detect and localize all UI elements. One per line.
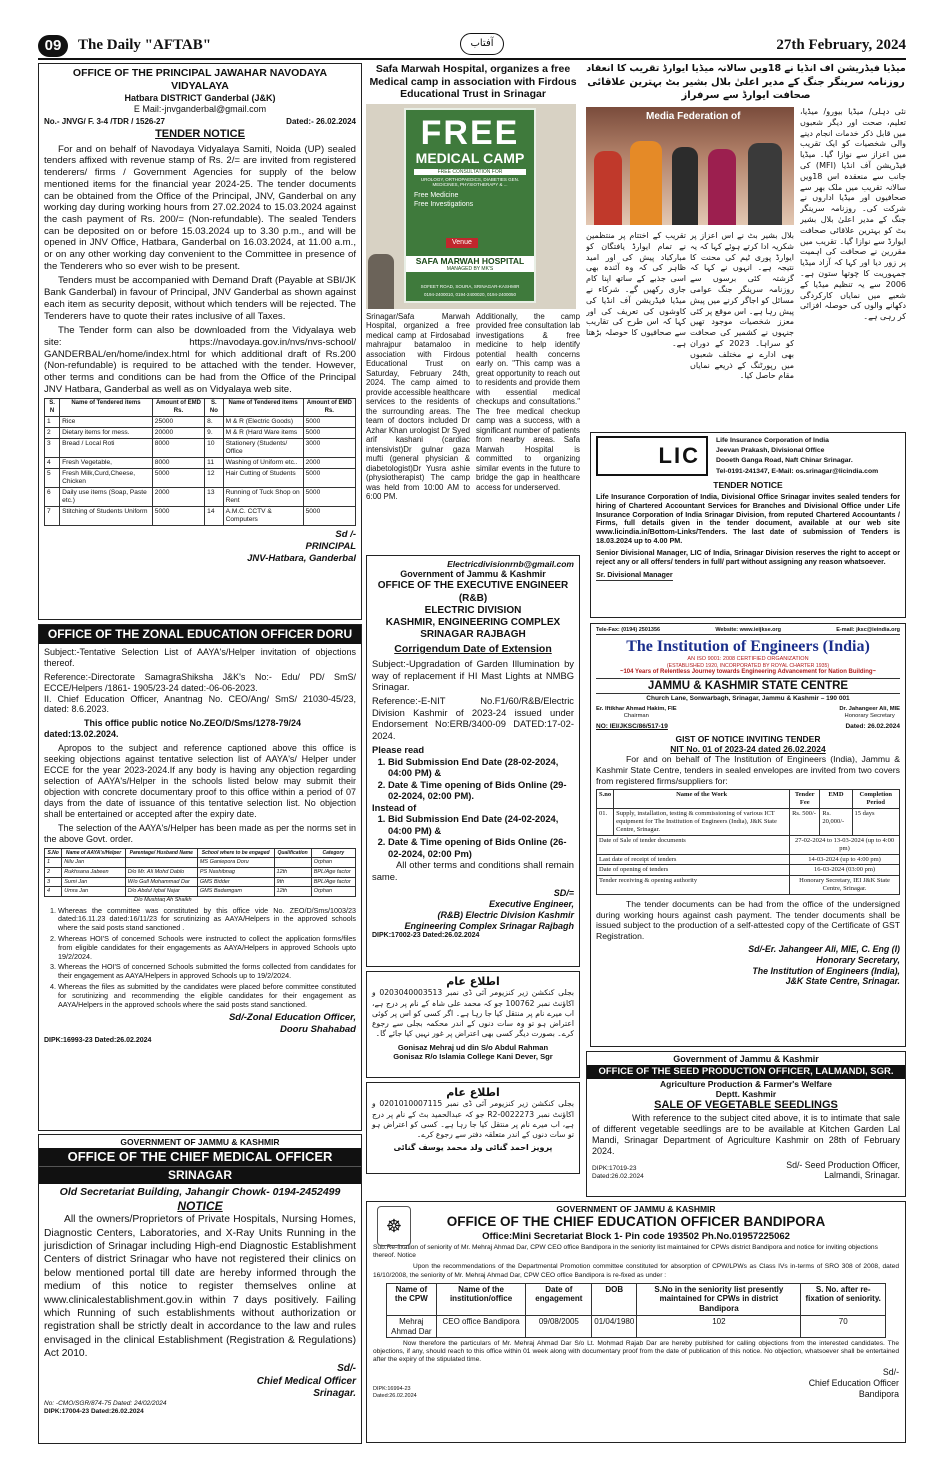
ie-no: NO: IEI/JKSC/86/517-19	[596, 722, 668, 730]
ee-title-2: ELECTRIC DIVISION	[424, 604, 522, 616]
table-row	[45, 877, 356, 887]
cmo-gov: GOVERNMENT OF JAMMU & KASHMIR	[120, 1137, 280, 1147]
ie-chair-name: Er. Iftikhar Ahmad Hakim, FIE	[596, 705, 677, 712]
ie-sec-name: Dr. Jahangeer Ali, MIE	[839, 705, 900, 712]
ceo-body: Now therefore the particulars of Mr. Mehraj Ahmad Dar S/o Lt. Mohmad Rajab Dar are hereby published for calling objections from the interested candidates. The objections, if any, should reach to this office within 01 week along with documentary proof from the date of publication of this notice. No objection, whatsoever shall be entertained after the expiry of the stipulated time.	[373, 1340, 899, 1364]
table-row	[45, 469, 356, 488]
table-row	[387, 1315, 886, 1338]
ie-sign-3: The Institution of Engineers (India),	[752, 965, 900, 976]
ie-web: Website: www.ieijkse.org	[715, 627, 782, 633]
ie-dated: Dated: 26.02.2024	[845, 722, 900, 730]
table-cell: W/o Gull Mohammad Dar	[125, 877, 197, 887]
ie-centre: JAMMU & KASHMIR STATE CENTRE	[596, 678, 900, 694]
ie-tel: Tele-Fax: (0194) 2501356	[596, 627, 661, 633]
cmo-sign-1: Sd/-	[337, 1363, 356, 1375]
public-notice-urdu-1	[366, 971, 580, 1078]
table-header-cell: S.No in the seniority list presently maintained for CPWs in district Bandipora	[637, 1283, 801, 1315]
jnv-para1: For and on behalf of Navodaya Vidyalaya Samiti, Noida (UP) sealed tenders affixed with revenue stamp of Rs. 2/= are invited from registered tenderers/ firms / Government Agencies for supply of the below mentioned items for the financial year 2024-25. The tender documents can be obtained from the Office of the Principal, JNV, Ganderbal on any working day during working hours from 27.02.2024 to 15.03.2024 against the cash payment of Rs. 200/= (Non-refundable). The sealed Tenders can be deposited on or before 15.03.2024 up to 3.30 p.m., and will be opened in JNV Office, Hatbara, Ganderbal on 16.03.2024, at 11.00 a.m., or on any other working day convenient to the Committee in presence of the Tenderers who so ever wish to be present.	[44, 143, 356, 272]
table-cell: 9.	[205, 428, 223, 439]
ee-gov: Government of Jammu & Kashmir	[400, 569, 546, 580]
table-cell: Stitching of Students Uniform	[60, 507, 153, 526]
camp-banner-item-2: Free Investigations	[414, 201, 474, 209]
ittila2-sign: پرویز احمد گنائی ولد محمد یوسف گنائی	[393, 1143, 553, 1153]
table-header-cell: S. No	[205, 399, 223, 417]
ee-sign-2: Executive Engineer,	[488, 898, 574, 909]
table-header-cell: S.No	[45, 849, 62, 858]
table-cell: Rice	[60, 417, 153, 428]
table-cell: 20000	[152, 428, 204, 439]
table-cell: 01/04/1980	[592, 1315, 637, 1338]
ee-dipk: DIPK:17002-23 Dated:26.02.2024	[372, 931, 480, 939]
ie-intro: For and on behalf of The Institution of Engineers (India), Jammu & Kashmir State Centre, tenders in sealed envelopes are invited from two covers from registered firms/suppliers for:	[596, 754, 900, 786]
zeo-points-list	[58, 907, 356, 1010]
table-row	[45, 439, 356, 458]
table-cell: 102	[637, 1315, 801, 1338]
page-header	[38, 33, 906, 60]
cmo-body: All the owners/Proprietors of Private Hospitals, Nursing Homes, Diagnostic Centers, Laboratories, and X-Ray Units Running in the jurisdiction of Srinagar including High-end Diagnostic Establishment Centers of district Srinagar who have not registered their clinics on below mentioned portal till date are hereby informed through the medium of this notice to register themselves online at www.clinicalestablishment.gov.in within 7 days positively. Failing which Running of such establishments without authorization or registration shall be strictly dealt in accordance to the law and rules envisaged in the clinical Establishment (Registration & Regulations) Act 2010.	[44, 1214, 356, 1360]
table-cell: D/o Abdul Iqbal Najar	[125, 887, 197, 897]
lic-org: Life Insurance Corporation of India	[716, 437, 829, 444]
zeo-title: OFFICE OF THE ZONAL EDUCATION OFFICER DORU	[39, 625, 361, 644]
lic-body: Life Insurance Corporation of India, Divisional Office Srinagar invites sealed tenders for hiring of Chartered Accountant Services for Branches and Divisional Office under Life Insurance Corporation of India Srinagar Division, from reputed Chartered Accountants / Firms, full details given in the tender document, available at our web site www.licindia.in/Bottom-Links/Tenders. The last date of submission of Tenders is 18.03.2024 up to 4.00 PM.	[596, 492, 900, 546]
ee-heading: Corrigendum Date of Extension	[394, 643, 552, 656]
ie-heading-2: NIT No. 01 of 2023-24 dated 26.02.2024	[670, 743, 826, 754]
table-cell: Fresh Milk,Curd,Cheese, Chicken	[60, 469, 153, 488]
jnv-ref-date: Dated:- 26.02.2024	[286, 116, 356, 126]
urdu-media-award-article	[586, 63, 906, 428]
ie-tender-notice	[590, 623, 906, 1047]
table-cell: Nilu Jan	[62, 858, 126, 868]
table-cell: GMS Bidder	[197, 877, 274, 887]
table-cell: 2	[45, 428, 60, 439]
zeo-footnote-row: D/o Mushtaq Ah Shaikh	[134, 897, 192, 903]
table-cell: 12	[205, 469, 223, 488]
camp-banner-free: FREE	[420, 113, 520, 152]
ceo-title: OFFICE OF THE CHIEF EDUCATION OFFICER BANDIPORA	[446, 1214, 826, 1230]
ittila2-heading: اطلاع عام	[446, 1086, 500, 1099]
cmo-address: Old Secretariat Building, Jahangir Chowk- 0194-2452499	[59, 1185, 341, 1198]
zeo-sign-2: Dooru Shahabad	[279, 1023, 356, 1035]
camp-person-figure	[368, 254, 394, 309]
zeo-selection-table	[44, 848, 356, 897]
ee-please-item-1: 1. Bid Submission End Date (28-02-2024, 04:00 PM) &	[388, 756, 574, 779]
table-header-cell: Name of Tendered items	[223, 399, 303, 417]
table-header-cell: S. No. after re-fixation of seniority.	[801, 1283, 886, 1315]
table-cell: 70	[801, 1315, 886, 1338]
table-cell: Rukhsana Jabeen	[62, 867, 126, 877]
jnv-sign-1: Sd /-	[335, 529, 356, 541]
urdu-col-mid: بلال بشیر بٹ نے اس اعزاز پر شکریہ ادا کرتے ہوئے کہا کہ یہ ایوارڈ پوری ٹیم کی محنت کا نتیجہ ہے۔ انہوں نے کہا کہ گزشتہ کئی برسوں سے روزنامہ سرینگر جنگ عوامی مسائل کو اجاگر کرنے میں پیش پیش رہا ہے۔ اس موقع پر کئی معزز شخصیات موجود تھیں جنہوں نے کشمیر کی صحافت کو سراہا۔ 2023 کے دوران بھی ادارے نے مختلف شعبوں میں رپورٹنگ کے ذریعے نمایاں مقام حاصل کیا۔	[690, 231, 794, 381]
lic-tender-notice	[590, 432, 906, 618]
table-cell: 5000	[303, 428, 355, 439]
table-row	[597, 835, 900, 854]
table-cell: A.M.C. CCTV & Computers	[223, 507, 303, 526]
table-header-cell: Qualification	[274, 849, 311, 858]
cmo-title-2: SRINAGAR	[39, 1166, 361, 1184]
jnv-heading: TENDER NOTICE	[155, 128, 245, 141]
table-cell: 16-03-2024 (03:00 pm)	[790, 865, 900, 876]
ie-title: The Institution of Engineers (India)	[626, 637, 870, 655]
table-cell: Fresh Vegetable,	[60, 458, 153, 469]
ie-body: The tender documents can be had from the office of the undersigned during working hours against cash payment. The tender documents shall be issued subject to the production of a self-attested copy of the Certificate of GST Registration.	[596, 899, 900, 941]
urdu-headline-2: روزنامہ سرینگر جنگ کے مدیر اعلیٰ بلال بشیر بٹ بہترین علاقائی صحافت ایوارڈ سے سرفراز	[587, 76, 905, 102]
urdu-headline-1: میڈیا فیڈریشن آف انڈیا نے 18ویں سالانہ میڈیا ایوارڈ تقریب کا انعقاد	[586, 63, 906, 74]
table-cell: GMS Badamgam	[197, 887, 274, 897]
lic-addr: Dooeth Ganga Road, Naft Chinar Srinagar.	[716, 457, 853, 465]
table-cell: Last date of receipt of tenders	[597, 854, 790, 865]
table-cell: M & R (Hard Ware items	[223, 428, 303, 439]
cmo-ref: No: -CMO/SGR/874-75 Dated: 24/02/2024	[44, 1399, 167, 1407]
camp-banner-hosp: SAFA MARWAH HOSPITAL	[415, 255, 525, 266]
cmo-heading: NOTICE	[177, 1198, 223, 1213]
table-cell: 1	[45, 858, 62, 868]
table-header-cell: Completion Period	[852, 790, 900, 809]
jnv-tender-notice	[38, 63, 362, 620]
list-item: 2. Whereas HOI'S of concerned Schools were instructed to collect the application forms/files from eligible candidates for their engagements as AAYA/Helpers in approved Schools upto 19/2/2024.	[58, 935, 356, 961]
table-header-cell: Date of engagement	[526, 1283, 592, 1315]
table-row	[45, 488, 356, 507]
camp-col-2: Additionally, the camp provided free consultation lab investigations & free medicine to help identify potential health concerns early on. "This camp was a great opportunity to reach out to residents and provide them with essential medical checkups and consultations." The free medical checkup camp was a success, with a significant number of patients from nearby areas. Safa Marwah Hospital is committed to organizing similar events in the future to bridge the gap in healthcare access for underserved.	[476, 311, 580, 492]
cmo-title-1: OFFICE OF THE CHIEF MEDICAL OFFICER	[39, 1148, 361, 1166]
table-cell: 2000	[303, 458, 355, 469]
table-header-cell: EMD	[820, 790, 852, 809]
table-header-cell: Name of the Work	[614, 790, 790, 809]
award-person-5	[748, 143, 782, 225]
lic-office: Jeevan Prakash, Divisional Office	[716, 447, 825, 455]
ee-instead-of: Instead of	[372, 801, 417, 813]
table-cell	[125, 858, 197, 868]
urdu-col-left: تقریب کے اختتام پر منتظمین نے تمام ایوارڈ یافتگان کو مبارکباد پیش کی اور امید ظاہر کی کہ وہ آئندہ بھی اسی جذبے کے ساتھ اپنا کام جاری رکھیں گے۔ شرکاء نے میڈیا فیڈریشن آف انڈیا کی کاوشوں کی تعریف کی اور کہا کہ اس طرح کی تقاریب سے صحافیوں کا حوصلہ بڑھتا ہے۔	[586, 231, 686, 348]
seed-sign-1: Sd/- Seed Production Officer,	[786, 1159, 900, 1170]
seed-sign-2: Lalmandi, Srinagar.	[824, 1170, 900, 1181]
ee-please-read: Please read	[372, 744, 425, 756]
ee-instead-list	[388, 813, 574, 859]
zeo-doru-notice	[38, 624, 362, 1131]
ceo-sign-1: Sd/-	[882, 1367, 899, 1378]
table-cell: 14-03-2024 (up to 4:00 pm)	[790, 854, 900, 865]
seed-gov: Government of Jammu & Kashmir	[673, 1054, 819, 1064]
table-header-cell: S.no	[597, 790, 614, 809]
zeo-dipk: DIPK:16993-23 Dated:26.02.2024	[44, 1037, 152, 1045]
lic-body-2: Senior Divisional Manager, LIC of India, Srinagar Division reserves the right to accept or reject any or all offers/ tenders in full/ part without assigning any reason whatsoever.	[596, 547, 900, 566]
table-cell: PS Nashibnag	[197, 867, 274, 877]
list-item: 4. Whereas the files as submitted by the candidates were placed before committee constituted for scrutinizing and recommending the eligible candidates for their engagement as AAYA/Helpers in the approved schools where the said posts stand sanctioned.	[58, 983, 356, 1009]
ittila1-body: بجلی کنکشن زیر کنزیومر آئی ڈی نمبر 0203040003513 و اکاؤنٹ نمبر 100762 جو کہ محمد علی شاہ کے نام پر درج ہے، اب میرے نام پر منتقل کیا جا رہا ہے۔ اگر کسی کو اس پر کوئی اعتراض ہو تو وہ سات دنوں کے اندر محکمہ بجلی سے رجوع کرے۔ بصورت دیگر کسی بھی اعتراض پر غور نہیں کیا جائے گا۔	[372, 988, 574, 1039]
table-row	[45, 507, 356, 526]
ee-please-list	[388, 756, 574, 802]
table-header-cell: Parentage/ Husband Name	[125, 849, 197, 858]
table-header-cell: DOB	[592, 1283, 637, 1315]
table-cell: 12th	[274, 867, 311, 877]
table-cell: 5000	[303, 469, 355, 488]
table-row	[45, 428, 356, 439]
seed-dept-2: Deptt. Kashmir	[715, 1088, 777, 1099]
camp-news-article	[366, 63, 580, 551]
ee-email: Electricdivisionrnb@gmail.com	[447, 559, 574, 569]
ee-sign-4: Engineering Complex Srinagar Rajbagh	[404, 920, 574, 931]
table-cell: CEO office Bandipora	[436, 1315, 526, 1338]
table-header-cell: Category	[311, 849, 355, 858]
table-cell: Orphan	[311, 858, 355, 868]
table-cell: 13	[205, 488, 223, 507]
ie-work-table	[596, 789, 900, 895]
table-cell: Umra Jan	[62, 887, 126, 897]
zeo-reference-2: II. Chief Education Officer, Anantnag No. CEO/Ang/ SmS/ 21030-45/23, dated: 8.6.2023.	[44, 693, 356, 715]
table-cell: 5	[45, 469, 60, 488]
table-cell: Orphan	[311, 887, 355, 897]
camp-photo	[366, 104, 576, 309]
lic-sign: Sr. Divisional Manager	[596, 570, 673, 580]
table-row	[597, 808, 900, 835]
jnv-items-table	[44, 398, 356, 526]
table-cell: 27-02-2024 to 13-03-2024 (up to 4:00 pm)	[790, 835, 900, 854]
table-cell: Date of opening of tenders	[597, 865, 790, 876]
ee-title-3: KASHMIR, ENGINEERING COMPLEX	[385, 616, 561, 628]
paper-name: The Daily "AFTAB"	[78, 37, 212, 53]
ceo-bandipora-notice	[366, 1201, 906, 1443]
table-header-cell: Name of AAYA's/Helper	[62, 849, 126, 858]
ie-addr: Church Lane, Sonwarbagh, Srinagar, Jammu & Kashmir – 190 001	[646, 694, 850, 702]
zeo-reference: Reference:-Directorate SamagraShiksha J&K's No:- Edu/ PD/ SmS/ ECCE/Helpers /1861- 1905/23-24 dated:-06-06-2023.	[44, 671, 356, 693]
list-item: 1. Whereas the committee was constituted by this office vide No. ZEO/D/Sms/1003/23 dated:16.11.23 dated:16/11/23 for scrutinizing as AAYA/Helpers in the approved schools where the said posts stand sanctioned .	[58, 907, 356, 933]
page-number: 09	[38, 35, 68, 57]
table-cell: 5000	[152, 507, 204, 526]
ie-years: ~104 Years of Relentless Journey towards Engineering Advancement for Nation Building~	[619, 669, 877, 676]
ceo-gov: GOVERNMENT OF JAMMU & KASHMIR	[556, 1204, 716, 1214]
table-cell: Dietary items for mess.	[60, 428, 153, 439]
table-cell: 9th	[274, 877, 311, 887]
table-cell: 4	[45, 458, 60, 469]
cmo-dipk: DIPK:17004-23 Dated:26.02.2024	[44, 1407, 144, 1415]
table-header-cell: Amount of EMD Rs.	[152, 399, 204, 417]
ee-other-terms: All other terms and conditions shall remain same.	[372, 859, 574, 882]
table-row	[597, 854, 900, 865]
jnv-title: OFFICE OF THE PRINCIPAL JAWAHAR NAVODAYA VIDYALAYA	[72, 67, 328, 92]
ie-iso: AN ISO 9001: 2008 CERTIFIED ORGANIZATION	[687, 656, 809, 663]
camp-banner-addr: SOFEET ROAD, SOURA, SRINAGAR-KASHMIR	[420, 283, 520, 289]
camp-banner-phone: 0194-2400010, 0194-2400020, 0194-2400050	[423, 291, 517, 297]
zeo-sign-1: Sd/-Zonal Education Officer,	[228, 1012, 356, 1024]
ittila2-body: بجلی کنکشن زیر کنزیومر آئی ڈی نمبر 0201010007115 و اکاؤنٹ نمبر 0022273-R2 جو کہ عبدالحمید بٹ کے نام پر درج ہے، اب میرے نام پر منتقل کیا جا رہا ہے۔ کسی کو اعتراض ہو تو سات دنوں کے اندر متعلقہ دفتر سے رجوع کرے۔	[372, 1099, 575, 1140]
table-header-cell: Tender Fee	[790, 790, 820, 809]
zeo-subject: Subject:-Tentative Selection List of AAYA's/Helper invitation of objections thereof.	[44, 646, 356, 668]
table-cell: 5000	[303, 417, 355, 428]
ceo-dipk: DIPK:16994-23 Dated:26.02.2024	[373, 1386, 417, 1399]
list-item: 3. Whereas the HOI'S of concerned Schools submitted the forms collected from candidates for their engagement as AAYA/Helpers in approved Schools up to 19/2/2024.	[58, 963, 356, 981]
seed-heading: SALE OF VEGETABLE SEEDLINGS	[654, 1099, 838, 1112]
ceo-sign-3: Bandipora	[858, 1388, 899, 1399]
jnv-para2: Tenders must be accompanied with Demand Draft (Payable at SBI/JK Bank Ganderbal) in favour of Principal, JNV Ganderbal as shown against each item as security deposit, without which tenders will be rejected. The Tenderers have to quote their rates inclusive of all Taxes.	[44, 275, 356, 322]
camp-headline: Safa Marwah Hospital, organizes a free Medical camp in association with Firdous Educational Trust in Srinagar	[369, 63, 577, 101]
jnv-email: E Mail:-jnvganderbal@gmail.com	[133, 103, 267, 114]
table-header-cell: S. N	[45, 399, 60, 417]
ittila1-heading: اطلاع عام	[446, 975, 500, 988]
issue-date: 27th February, 2024	[776, 37, 906, 53]
seed-dept-1: Agriculture Production & Farmer's Welfare	[660, 1078, 832, 1089]
ie-mail: E-mail: jksc@ieindia.org	[836, 627, 900, 633]
table-cell: 01.	[597, 808, 614, 835]
camp-banner-camp: MEDICAL CAMP	[415, 149, 525, 166]
table-cell: M & R (Electric Goods)	[223, 417, 303, 428]
ee-reference: Reference:-E-NIT No.F1/60/R&B/Electric Division Kashmir of 2023-24 issued under Endorsement No:ERB/3400-09 DATED:17-02-2024.	[372, 695, 574, 741]
ie-sign-2: Honorary Secretary,	[816, 954, 900, 965]
emblem-icon: ☸	[377, 1206, 411, 1246]
table-cell: Date of Sale of tender documents	[597, 835, 790, 854]
ee-subject: Subject:-Upgradation of Garden Illumination by way of replacement if HI Mast Lights at NMBG Srinagar.	[372, 658, 574, 692]
ie-sign-1: Sd/-Er. Jahangeer Ali, MIE, C. Eng (I)	[748, 944, 900, 955]
seed-body: With reference to the subject cited above, it is to intimate that sale of different vegetable seedlings are to be available at Kitchen Garden Lal Mandi, Srinagar Department of Agriculture Kashmir on 28th of February 2024.	[592, 1112, 900, 1156]
table-cell: BPL/Age factor	[311, 877, 355, 887]
table-cell: 14	[205, 507, 223, 526]
table-cell: 7	[45, 507, 60, 526]
camp-banner-item-1: Free Medicine	[414, 191, 459, 199]
table-cell: Daily use items (Soap, Paste etc.)	[60, 488, 153, 507]
table-cell: 5000	[303, 488, 355, 507]
ceo-seniority-table	[386, 1283, 886, 1339]
zeo-notice-no: This office public notice No.ZEO/D/Sms/1278-79/24 dated:13.02.2024.	[44, 718, 302, 740]
table-cell: Stationery (Students/ Office	[223, 439, 303, 458]
ie-sign-4: J&K State Centre, Srinagar.	[785, 976, 900, 987]
ee-instead-item-2: 2. Date & Time opening of Bids Online (26-02-2024, 02:00 Pm)	[388, 836, 574, 859]
camp-col-1: Srinagar/Safa Marwah Hospital, organized a free medical camp at Firdosabad mahrajpur batamaloo in association with Firdous Educational Trust on Saturday, February 24th, 2024. The camp aimed to provide accessible healthcare services to the residents of the surrounding areas. The team of doctors included Dr Azhar Khan urologist Dr Syed arif kashani (cardiac intensivist)Dr gulnar gaza mufti (general physician & diabetologist)Dr Yusra ashie (physiotherapist) The camp was held from 10:00 AM to 6:00 PM.	[366, 311, 470, 501]
table-cell: 5000	[152, 469, 204, 488]
ie-chair-role: Chairman	[623, 712, 649, 719]
table-cell: 15 days	[852, 808, 900, 835]
ceo-office: Office:Mini Secretariat Block 1- Pin code 193502 Ph.No.01957225062	[482, 1230, 790, 1242]
ceo-para: Upon the recommendations of the Departmental Promotion committee constituted for absorption of CPW/LPWs as Class IVs in-terms of SRO 308 of 2008, dated 16/10/2008, the seniority of Mr. Mehraj Ahmad Dar, CPW CEO office Bandipora is re-fixed as under :	[373, 1263, 899, 1279]
public-notice-urdu-2	[366, 1082, 580, 1174]
award-photo-caption: Media Federation of	[646, 111, 741, 122]
table-row	[45, 858, 356, 868]
table-header-cell: Name of the CPW	[387, 1283, 437, 1315]
ee-instead-item-1: 1. Bid Submission End Date (24-02-2024, 04:00 PM) &	[388, 813, 574, 836]
table-cell: D/o Mr. Ali Mohd Dablo	[125, 867, 197, 877]
table-cell: 12th	[274, 887, 311, 897]
table-cell: 2	[45, 867, 62, 877]
table-cell: Supply, installation, testing & commissioning of various ICT equipment for The Institution of Engineers (India), J&K State Centre, Srinagar.	[614, 808, 790, 835]
table-cell: Running of Tuck Shop on Rent	[223, 488, 303, 507]
table-cell: Hair Cutting of Students	[223, 469, 303, 488]
cmo-sign-3: Srinagar.	[313, 1387, 356, 1399]
seed-dipk: DIPK:17019-23 Dated:26.02.2024	[592, 1165, 644, 1181]
camp-banner-sub: FREE CONSULTATION FOR	[414, 169, 526, 175]
cmo-srinagar-notice	[38, 1134, 362, 1444]
table-cell: Mehraj Ahmad Dar	[387, 1315, 437, 1338]
table-cell: 1	[45, 417, 60, 428]
ceo-sign-2: Chief Education Officer	[808, 1378, 899, 1389]
table-cell: 5000	[303, 507, 355, 526]
table-header-cell: Name of the institution/office	[436, 1283, 526, 1315]
table-header-cell: Name of Tendered items	[60, 399, 153, 417]
table-cell: 09/08/2005	[526, 1315, 592, 1338]
table-row	[45, 417, 356, 428]
jnv-sign-3: JNV-Hatbara, Ganderbal	[247, 552, 356, 564]
camp-banner-venue: Venue	[446, 238, 478, 249]
zeo-para2: The selection of the AAYA's/Helper has been made as per the norms set in the above Govt. order.	[44, 823, 356, 845]
award-person-3	[672, 147, 698, 225]
table-cell: 10	[205, 439, 223, 458]
camp-banner-depts: UROLOGY, ORTHOPAEDICS, DIABETIES GEN. MEDICINES, PHYSIOTHERAPY & ...	[420, 176, 520, 188]
camp-banner	[404, 108, 536, 303]
table-cell: 25000	[152, 417, 204, 428]
cmo-sign-2: Chief Medical Officer	[256, 1375, 356, 1387]
ie-heading-1: GIST OF NOTICE INVITING TENDER	[675, 733, 821, 744]
table-cell: Washing of Uniform etc..	[223, 458, 303, 469]
table-cell: Bread / Local Roti	[60, 439, 153, 458]
seed-production-notice	[586, 1051, 906, 1197]
jnv-ref-no: No.- JNVG/ F. 3-4 /TDR / 1526-27	[44, 116, 165, 126]
zeo-para1: Apropos to the subject and reference captioned above this office is seeking objections against tentative selection list of AAYA's/ Helper under ECCE for the year 2023-2024.If any body is having any objection regarding selection of AAYA's/Helper in the schools listed below may submit their objection with concrete documentary proof to this office within a period of 07 days from the date of issuance of this tentative selection list. No objection shall be entertained or accepted after the expiry date.	[44, 743, 356, 820]
table-cell: 3000	[303, 439, 355, 458]
ittila1-sign-1: Gonisaz Mehraj ud din S/o Abdul Rahman	[397, 1042, 549, 1052]
table-cell	[274, 858, 311, 868]
table-header-cell: School where to be engaged	[197, 849, 274, 858]
lic-logo: LIC	[596, 436, 708, 476]
camp-banner-managed: MANAGED BY MK'S	[446, 266, 494, 273]
ceo-sub: Sub:Re-fixation of seniority of Mr. Mehraj Ahmad Dar, CPW CEO office Bandipora in the seniority list maintained for CPWs district Bandipora and notice for inviting objections thereof. Notice	[373, 1244, 878, 1260]
table-header-cell: Amount of EMD Rs.	[303, 399, 355, 417]
ee-corrigendum-notice	[366, 555, 580, 967]
table-cell: Rs. 20,000/-	[820, 808, 852, 835]
masthead-logo: آفتاب	[460, 33, 504, 55]
table-cell: 8.	[205, 417, 223, 428]
table-row	[45, 867, 356, 877]
table-row	[45, 887, 356, 897]
ee-title-1: OFFICE OF THE EXECUTIVE ENGINEER (R&B)	[377, 580, 569, 604]
table-row	[597, 876, 900, 895]
ie-sec-role: Honorary Secretary	[844, 712, 895, 719]
jnv-sign-2: PRINCIPAL	[305, 541, 356, 552]
lic-contact: Tel-0191-241347, E-Mail: os.srinagar@licindia.com	[716, 467, 879, 475]
table-cell: 4	[45, 887, 62, 897]
table-cell: 8000	[152, 439, 204, 458]
award-person-1	[594, 151, 622, 225]
jnv-subtitle: Hatbara DISTRICT Ganderbal (J&K)	[124, 92, 276, 103]
table-cell: 6	[45, 488, 60, 507]
table-cell: 3	[45, 877, 62, 887]
table-cell: 2000	[152, 488, 204, 507]
ee-sign-1: SD/=	[553, 887, 574, 898]
ittila1-sign-2: Gonisaz R/o Islamia College Kani Dever, Sgr	[393, 1051, 553, 1061]
ee-sign-3: (R&B) Electric Division Kashmir	[437, 909, 574, 920]
award-photo	[586, 107, 794, 225]
table-cell: 11	[205, 458, 223, 469]
table-row	[597, 865, 900, 876]
table-cell: 3	[45, 439, 60, 458]
urdu-col-right: نئی دہلی/ میڈیا بیورو/ میڈیا، تعلیم، صحت اور دیگر شعبوں میں قابل ذکر خدمات انجام دینے والی شخصیات کو ایک تقریب میں اعزاز سے نوازا گیا۔ میڈیا فیڈریشن آف انڈیا (MFI) کی جانب سے منعقدہ اس 18ویں سالانہ تقریب میں ملک بھر سے صحافیوں اور میڈیا اداروں نے شرکت کی۔ روزنامہ سرینگر جنگ کے مدیر اعلیٰ بلال بشیر بٹ کو بہترین علاقائی صحافت ایوارڈ سے نوازا گیا۔ تقریب میں مقررین نے صحافت کی اہمیت پر زور دیا اور کہا کہ آزاد میڈیا جمہوریت کا چوتھا ستون ہے۔ 2006 سے یہ تنظیم میڈیا کے شعبے میں نمایاں کارکردگی دکھانے والوں کی حوصلہ افزائی کر رہی ہے۔	[800, 107, 906, 322]
award-person-2	[630, 141, 662, 225]
table-cell: Tender receiving & opening authority	[597, 876, 790, 895]
jnv-para3: The Tender form can also be downloaded from the Vidyalaya web site: https://navodaya.gov.in/nvs/nvs-school/ GANDERBAL/en/home/index.html for which additional draft of Rs.200 (Non-refundable) is required to be attached with the tender. However, other terms and conditions can be had from the Office of the Principal JNV Hatbara, Ganderbal as well as on Vidyalaya web site.	[44, 325, 356, 395]
table-cell: BPL/Age factor	[311, 867, 355, 877]
lic-heading: TENDER NOTICE	[713, 479, 783, 490]
table-cell: MS Ganiepora Doru	[197, 858, 274, 868]
ee-title-4: SRINAGAR RAJBAGH	[420, 629, 526, 641]
table-cell: Honorary Secretary, IEI J&K State Centre, Srinagar.	[790, 876, 900, 895]
ie-estd: (ESTABLISHED 1920, INCORPORATED BY ROYAL CHARTER 1935)	[666, 662, 830, 669]
award-person-4	[708, 149, 736, 225]
table-row	[45, 458, 356, 469]
table-cell: 8000	[152, 458, 204, 469]
table-cell: Rs. 500/-	[790, 808, 820, 835]
table-cell: Sumi Jan	[62, 877, 126, 887]
seed-title: OFFICE OF THE SEED PRODUCTION OFFICER, LALMANDI, SGR.	[587, 1065, 905, 1079]
ee-please-item-2: 2. Date & Time opening of Bids Online (29-02-2024, 02:00 PM).	[388, 779, 574, 802]
